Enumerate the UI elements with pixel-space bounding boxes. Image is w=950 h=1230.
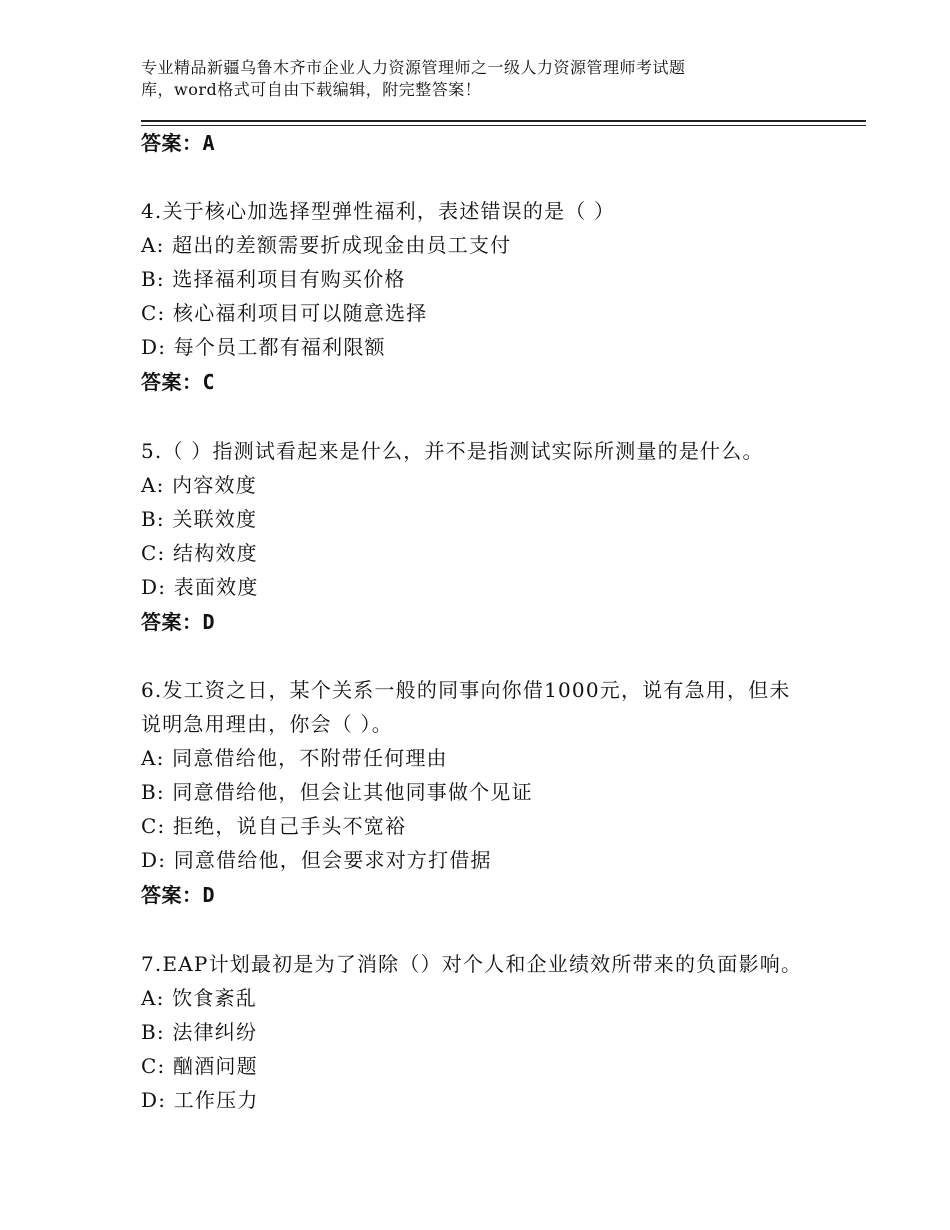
document-header bbox=[141, 57, 801, 101]
header-line-1: 专业精品新疆乌鲁木齐市企业人力资源管理师之一级人力资源管理师考试题 bbox=[141, 58, 686, 77]
header-line-2: 库，word格式可自由下载编辑，附完整答案！ bbox=[141, 80, 482, 99]
question-5-option-b: B: 关联效度 bbox=[141, 507, 258, 531]
question-7-stem: 7.EAP计划最初是为了消除（）对个人和企业绩效所带来的负面影响。 bbox=[141, 952, 803, 976]
header-rule-thick bbox=[141, 120, 866, 122]
question-4-answer: 答案：C bbox=[141, 370, 216, 394]
question-6-option-a: A: 同意借给他，不附带任何理由 bbox=[141, 746, 448, 770]
question-5-option-c: C: 结构效度 bbox=[141, 541, 258, 565]
question-6-option-c: C: 拒绝，说自己手头不宽裕 bbox=[141, 814, 407, 838]
question-4-option-c: C: 核心福利项目可以随意选择 bbox=[141, 301, 428, 325]
question-7-option-c: C: 酗酒问题 bbox=[141, 1054, 258, 1078]
question-5-option-d: D: 表面效度 bbox=[141, 575, 259, 599]
question-6-stem-line-1: 6.发工资之日，某个关系一般的同事向你借1000元，说有急用，但未 bbox=[141, 678, 791, 702]
question-4-option-b: B: 选择福利项目有购买价格 bbox=[141, 267, 406, 291]
question-5-stem: 5.（ ）指测试看起来是什么，并不是指测试实际所测量的是什么。 bbox=[141, 439, 764, 463]
question-4-option-d: D: 每个员工都有福利限额 bbox=[141, 335, 386, 359]
question-7-option-b: B: 法律纠纷 bbox=[141, 1020, 258, 1044]
question-6-answer: 答案：D bbox=[141, 883, 216, 907]
question-7-option-d: D: 工作压力 bbox=[141, 1088, 259, 1112]
question-5-answer: 答案：D bbox=[141, 610, 216, 634]
question-4-option-a: A: 超出的差额需要折成现金由员工支付 bbox=[141, 233, 512, 257]
question-6-stem-line-2: 说明急用理由，你会（ ）。 bbox=[141, 712, 393, 736]
question-7-option-a: A: 饮食紊乱 bbox=[141, 986, 257, 1010]
question-6-option-b: B: 同意借给他，但会让其他同事做个见证 bbox=[141, 780, 533, 804]
header-rule-thin bbox=[141, 125, 866, 126]
question-6-option-d: D: 同意借给他，但会要求对方打借据 bbox=[141, 848, 492, 872]
question-4-stem: 4.关于核心加选择型弹性福利，表述错误的是（ ） bbox=[141, 199, 616, 223]
question-5-option-a: A: 内容效度 bbox=[141, 473, 257, 497]
answer-q3: 答案：A bbox=[141, 131, 216, 155]
